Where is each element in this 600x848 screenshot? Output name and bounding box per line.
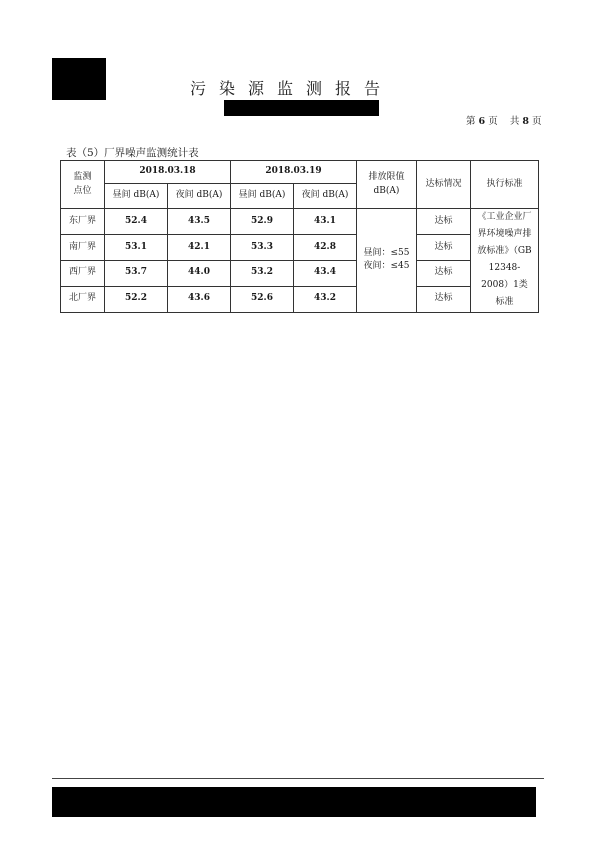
- value-cell: 52.9: [231, 209, 294, 235]
- header-day: 昼间 dB(A): [231, 184, 294, 209]
- value-cell: 52.4: [105, 209, 168, 235]
- header-night: 夜间 dB(A): [294, 184, 357, 209]
- noise-table: [60, 160, 539, 313]
- redacted-footer: [52, 787, 536, 817]
- header-night: 夜间 dB(A): [168, 184, 231, 209]
- value-cell: 42.1: [168, 234, 231, 260]
- status-cell: 达标: [417, 234, 471, 260]
- table-row: [61, 260, 539, 286]
- value-cell: 53.7: [105, 260, 168, 286]
- table-row: [61, 234, 539, 260]
- value-cell: 43.2: [294, 286, 357, 312]
- point-cell: 北厂界: [61, 286, 105, 312]
- page-number: 第 6 页 共 8 页: [466, 116, 542, 127]
- report-title: 污染源监测报告: [190, 79, 394, 98]
- value-cell: 43.4: [294, 260, 357, 286]
- point-cell: 东厂界: [61, 209, 105, 235]
- status-cell: 达标: [417, 260, 471, 286]
- point-cell: 南厂界: [61, 234, 105, 260]
- header-point: 监测 点位: [61, 161, 105, 209]
- value-cell: 52.6: [231, 286, 294, 312]
- footer-divider: [52, 778, 544, 779]
- value-cell: 43.6: [168, 286, 231, 312]
- value-cell: 44.0: [168, 260, 231, 286]
- value-cell: 43.1: [294, 209, 357, 235]
- redacted-logo: [52, 58, 106, 100]
- header-date1: 2018.03.18: [105, 161, 231, 184]
- value-cell: 53.1: [105, 234, 168, 260]
- standard-cell: 《工业企业厂界环境噪声排放标准》（GB 12348-2008）1类标准: [471, 209, 539, 313]
- header-date2: 2018.03.19: [231, 161, 357, 184]
- header-status: 达标情况: [417, 161, 471, 209]
- header-day: 昼间 dB(A): [105, 184, 168, 209]
- header-limit: 排放限值 dB(A): [357, 161, 417, 209]
- value-cell: 42.8: [294, 234, 357, 260]
- value-cell: 52.2: [105, 286, 168, 312]
- limit-cell: 昼间：≤55 夜间：≤45: [357, 209, 417, 313]
- table-caption: 表（5）厂界噪声监测统计表: [66, 147, 199, 159]
- redacted-subtitle: [224, 100, 379, 116]
- value-cell: 43.5: [168, 209, 231, 235]
- value-cell: 53.3: [231, 234, 294, 260]
- table-row: [61, 286, 539, 312]
- status-cell: 达标: [417, 286, 471, 312]
- point-cell: 西厂界: [61, 260, 105, 286]
- value-cell: 53.2: [231, 260, 294, 286]
- header-standard: 执行标准: [471, 161, 539, 209]
- table-row: [61, 209, 539, 235]
- status-cell: 达标: [417, 209, 471, 235]
